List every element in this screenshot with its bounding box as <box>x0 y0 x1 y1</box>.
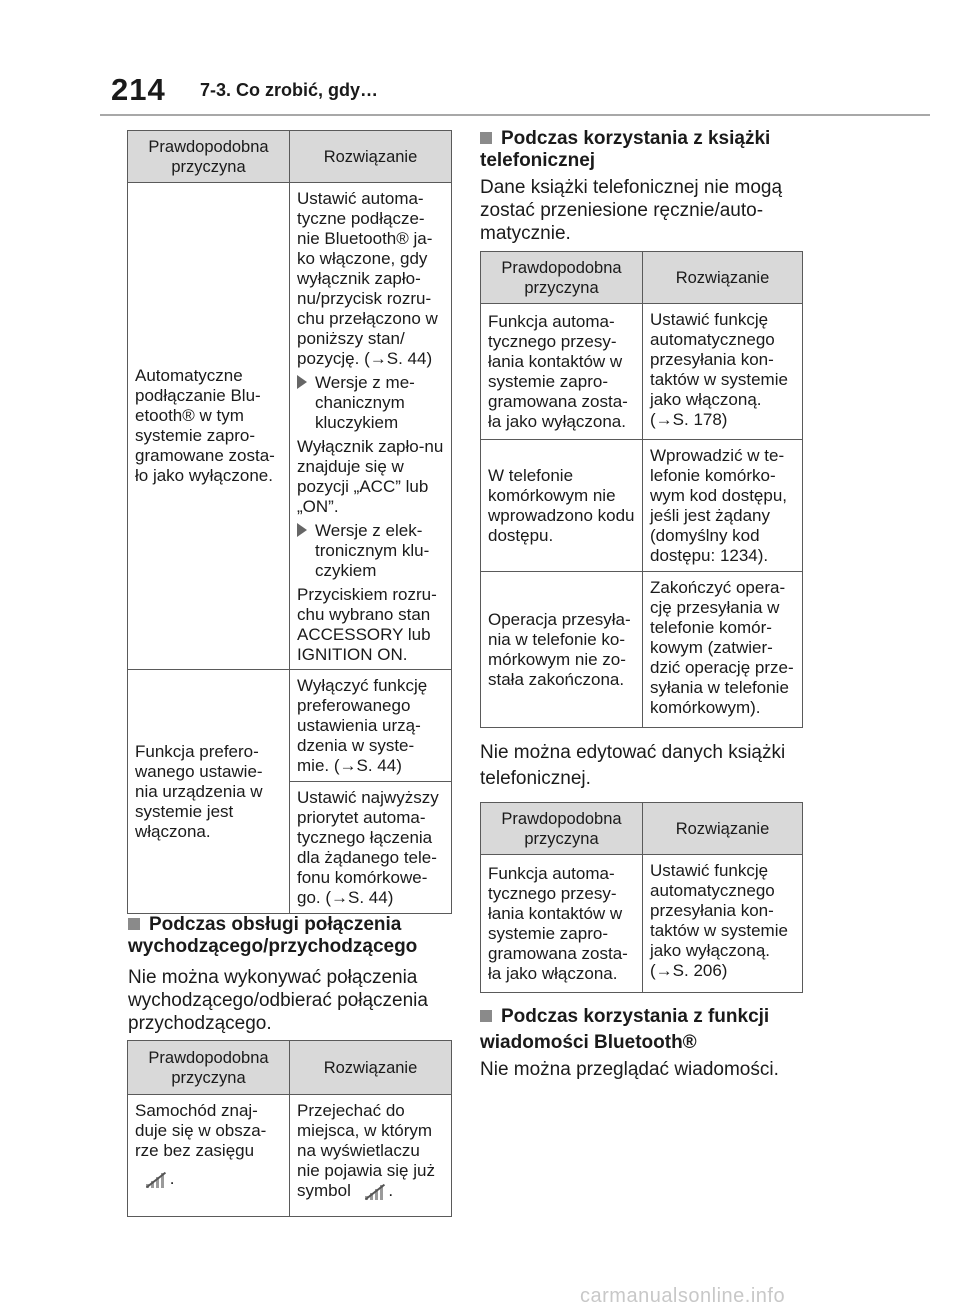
table-cell-solution: Wprowadzić w te-lefonie komórko-wym kod dostępu, jeśli jest żądany (domyślny kod dostępu: 1234). <box>643 440 803 572</box>
column-header-solution: Rozwiązanie <box>643 803 803 855</box>
table-phonebook-edit <box>480 802 803 993</box>
no-signal-icon <box>145 1172 165 1188</box>
table-calls <box>127 1040 452 1217</box>
column-header-cause: Prawdopodobna przyczyna <box>481 252 643 304</box>
no-signal-icon <box>364 1184 384 1200</box>
section-text-calls: Nie można wykonywać połączenia wychodzącego/odbierać połączenia przychodzącego. <box>128 967 428 1034</box>
solution-intro: Ustawić automa-tyczne podłącze-nie Bluetooth® ja-ko włączone, gdy wyłącznik zapło-nu/przycisk rozru-chu przełączono w poniższy stan/ pozycję. (→S. 44) <box>297 189 438 368</box>
column-header-cause: Prawdopodobna przyczyna <box>128 131 290 183</box>
section-heading-phonebook: Podczas korzystania z książki telefonicznej <box>480 128 771 171</box>
header-divider <box>100 114 930 116</box>
section-text-messages: Nie można przeglądać wiadomości. <box>480 1059 779 1080</box>
section-text-phonebook-edit: Nie można edytować danych książki telefonicznej. <box>480 742 786 789</box>
table-cell-cause: Funkcja automa-tycznego przesy-łania kontaktów w systemie zapro-gramowana zosta-ła jako wyłączona. <box>481 304 643 440</box>
table-cell-solution: Ustawić funkcję automatycznego przesyłania kon-taktów w systemie jako wyłączoną. (→S. 206) <box>643 855 803 993</box>
table-cell-solution: Zakończyć opera-cję przesyłania w telefonie komór-kowym (zatwier-dzić operację prze-syłania w telefonie komórkowym). <box>643 572 803 728</box>
table-cell-cause: Funkcja prefero-wanego ustawie-nia urządzenia w systemie jest włączona. <box>128 670 290 914</box>
table-cell-solution: Ustawić najwyższy priorytet automa-tycznego łączenia dla żądanego tele-fonu komórkowe-go. (→S. 44) <box>290 782 452 914</box>
square-bullet-icon <box>480 132 492 144</box>
table-cell-cause: Funkcja automa-tycznego przesy-łania kontaktów w systemie zapro-gramowana zosta-ła jako włączona. <box>481 855 643 993</box>
table-cell-cause: Operacja przesyła-nia w telefonie ko-mórkowym nie zo-stała zakończona. <box>481 572 643 728</box>
column-header-solution: Rozwiązanie <box>290 131 452 183</box>
page-header <box>0 0 960 112</box>
table-connection <box>127 130 452 914</box>
column-header-solution: Rozwiązanie <box>643 252 803 304</box>
page-number: 214 <box>111 72 166 107</box>
table-cell-solution: Przejechać do miejsca, w którym na wyświetlaczu nie pojawia się już symbol . <box>290 1095 452 1217</box>
sub-heading-mechanical-key: Wersje z me-chanicznym kluczykiem <box>297 373 444 433</box>
table-cell-cause: Samochód znaj-duje się w obsza-rze bez zasięgu . <box>128 1095 290 1217</box>
chapter-title: 7-3. Co zrobić, gdy… <box>200 80 379 100</box>
column-header-cause: Prawdopodobna przyczyna <box>128 1041 290 1095</box>
square-bullet-icon <box>128 918 140 930</box>
column-header-cause: Prawdopodobna przyczyna <box>481 803 643 855</box>
table-cell-solution <box>290 183 452 670</box>
triangle-bullet-icon <box>297 375 307 389</box>
section-heading-calls: Podczas obsługi połączenia wychodzącego/przychodzącego <box>128 914 418 957</box>
footer-watermark: carmanualsonline.info <box>580 1285 786 1307</box>
section-heading-messages: Podczas korzystania z funkcji wiadomości Bluetooth® <box>480 1006 770 1053</box>
sub-heading-electronic-key: Wersje z elek-tronicznym klu-czykiem <box>297 521 444 581</box>
solution-electronic-key: Przyciskiem rozru-chu wybrano stan ACCESSORY lub IGNITION ON. <box>297 585 437 664</box>
solution-mechanical-key: Wyłącznik zapło-nu znajduje się w pozycji „ACC” lub „ON”. <box>297 437 444 516</box>
table-cell-solution: Ustawić funkcję automatycznego przesyłania kon-taktów w systemie jako włączoną. (→S. 178) <box>643 304 803 440</box>
square-bullet-icon <box>480 1010 492 1022</box>
table-cell-solution: Wyłączyć funkcję preferowanego ustawienia urzą-dzenia w syste-mie. (→S. 44) <box>290 670 452 782</box>
triangle-bullet-icon <box>297 523 307 537</box>
table-cell-cause: Automatyczne podłączanie Blu-etooth® w tym systemie zapro-gramowane zosta-ło jako wyłączone. <box>128 183 290 670</box>
table-phonebook <box>480 251 803 728</box>
column-header-solution: Rozwiązanie <box>290 1041 452 1095</box>
table-cell-cause: W telefonie komórkowym nie wprowadzono kodu dostępu. <box>481 440 643 572</box>
section-text-phonebook: Dane książki telefonicznej nie mogą zostać przeniesione ręcznie/auto-matycznie. <box>480 177 783 244</box>
